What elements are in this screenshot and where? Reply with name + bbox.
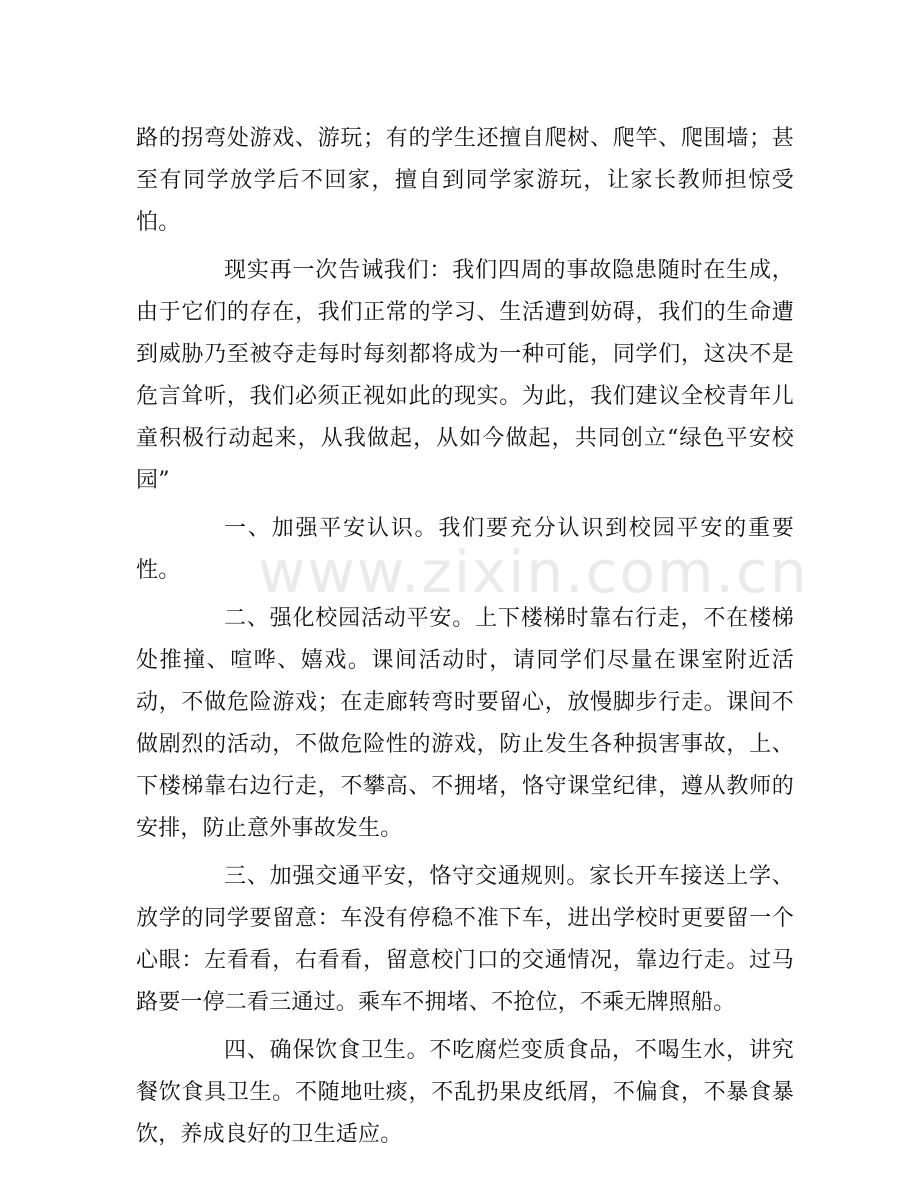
document-body — [136, 118, 794, 1156]
paragraph-6: 四、确保饮食卫生。不吃腐烂变质食品，不喝生水，讲究餐饮食具卫生。不随地吐痰，不乱扔果皮纸屑，不偏食，不暴食暴饮，养成良好的卫生适应。 — [136, 1038, 794, 1147]
watermark-text: www.zixin.com.cn — [258, 538, 809, 606]
paragraph-1: 路的拐弯处游戏、游玩；有的学生还擅自爬树、爬竿、爬围墙；甚至有同学放学后不回家，擅自到同学家游玩，让家长教师担惊受怕。 — [136, 126, 794, 235]
paragraph-4: 二、强化校园活动平安。上下楼梯时靠右行走，不在楼梯处推撞、喧哗、嬉戏。课间活动时，请同学们尽量在课室附近活动，不做危险游戏；在走廊转弯时要留心，放慢脚步行走。课间不做剧烈的活动，不做危险性的游戏，防止发生各种损害事故，上、下楼梯靠右边行走，不攀高、不拥堵，恪守课堂纪律，遵从教师的安排，防止意外事故发生。 — [136, 606, 794, 841]
paragraph-2: 现实再一次告诫我们：我们四周的事故隐患随时在生成，由于它们的存在，我们正常的学习、生活遭到妨碍，我们的生命遭到威胁乃至被夺走每时每刻都将成为一种可能，同学们，这决不是危言耸听，我们必须正视如此的现实。为此，我们建议全校青年儿童积极行动起来，从我做起，从如今做起，共同创立“绿色平安校园” — [136, 258, 794, 493]
paragraph-5: 三、加强交通平安，恪守交通规则。家长开车接送上学、放学的同学要留意：车没有停稳不准下车，进出学校时更要留一个心眼：左看看，右看看，留意校门口的交通情况，靠边行走。过马路要一停二看三通过。乘车不拥堵、不抢位，不乘无牌照船。 — [136, 864, 794, 1015]
paragraph-3: 一、加强平安认识。我们要充分认识到校园平安的重要性。 — [136, 516, 794, 583]
